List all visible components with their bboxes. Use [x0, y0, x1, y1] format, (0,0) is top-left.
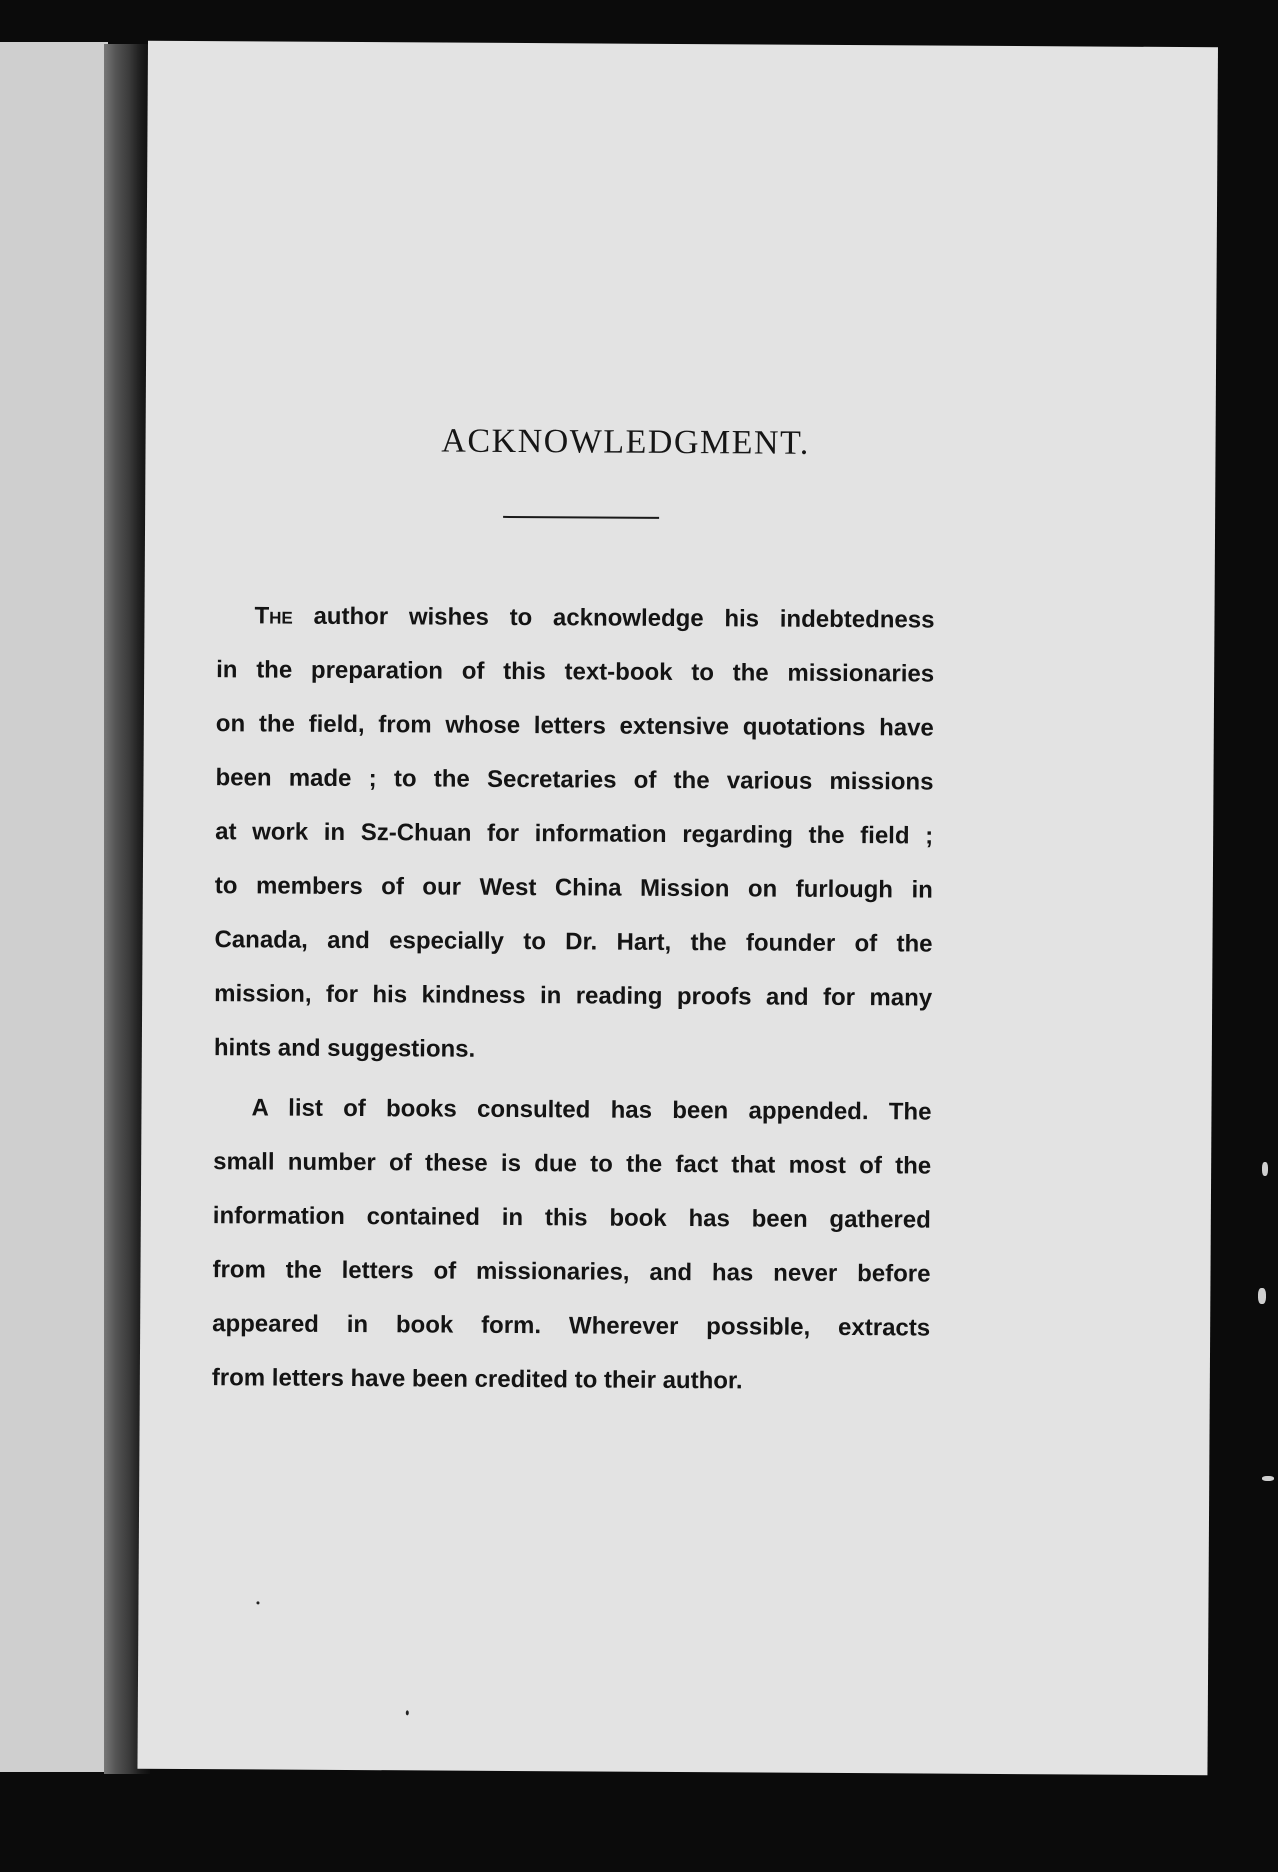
scan-edge-mark — [1262, 1162, 1268, 1176]
text-line: appeared in book form. Wherever possible, extracts — [212, 1310, 931, 1342]
paragraph-2 — [212, 1081, 932, 1409]
page-title: ACKNOWLEDGMENT. — [441, 422, 810, 462]
text-line: hints and suggestions. — [213, 1034, 476, 1063]
text-line: small number of these is due to the fact that most of the — [213, 1148, 932, 1180]
title-rule — [503, 516, 659, 519]
text-line: The author wishes to acknowledge his indebtedness — [254, 602, 935, 634]
body-text — [212, 589, 935, 1409]
paragraph-1 — [214, 589, 935, 1079]
text-line: information contained in this book has been gathered — [212, 1202, 931, 1234]
scan-edge-mark — [1258, 1288, 1266, 1304]
drop-lead-word: The — [254, 602, 293, 630]
facing-page-edge — [0, 42, 108, 1772]
page-content — [137, 41, 1218, 1776]
text-line: at work in Sz-Chuan for information regarding the field ; — [215, 818, 934, 850]
text-line: Canada, and especially to Dr. Hart, the founder of the — [214, 926, 933, 958]
text-line: in the preparation of this text-book to the missionaries — [216, 656, 935, 688]
text-line: been made ; to the Secretaries of the various missions — [215, 764, 934, 796]
text-line: from letters have been credited to their author. — [211, 1364, 743, 1395]
book-page — [137, 41, 1218, 1776]
text-line: mission, for his kindness in reading proofs and for many — [214, 980, 933, 1012]
text-line: on the field, from whose letters extensive quotations have — [215, 710, 934, 742]
scan-edge-mark — [1262, 1476, 1274, 1481]
scan-speck — [256, 1601, 259, 1604]
text-line: A list of books consulted has been appended. The — [251, 1094, 932, 1126]
text-line: from the letters of missionaries, and has never before — [212, 1256, 931, 1288]
text-line: to members of our West China Mission on furlough in — [214, 872, 933, 904]
scan-speck — [406, 1710, 409, 1715]
